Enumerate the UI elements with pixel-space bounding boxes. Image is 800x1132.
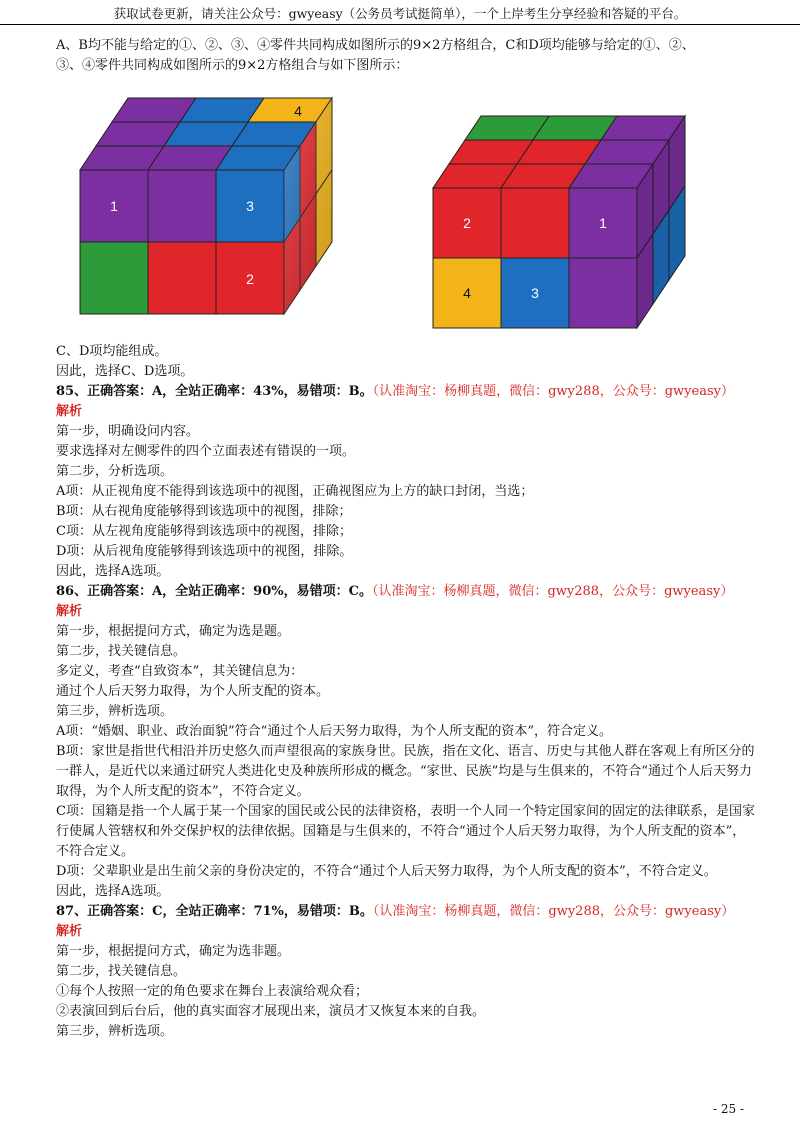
analysis-line: 要求选择对左侧零件的四个立面表述有错误的一项。	[56, 444, 356, 459]
analysis-line: 第二步，找关键信息。	[56, 644, 187, 659]
page-number: - 25 -	[712, 1102, 744, 1116]
analysis-line: 多定义，考查“自致资本”，其关键信息为：	[56, 664, 304, 679]
page-content	[56, 36, 756, 1042]
analysis-paragraph: B项：家世是指世代相沿并历史悠久而声望很高的家族身世。民族，指在文化、语言、历史与其他人群在客观上有所区分的一群人，是近代以来通过研究人类进化史及种族所形成的概念。“家世、民族”均是与生俱来的，不符合“通过个人后天努力取得，为个人所支配的资本”，不符合定义。	[56, 744, 755, 799]
analysis-heading: 解析	[56, 924, 83, 939]
figure1-label: 3	[246, 198, 254, 214]
answer-tag: （认准淘宝：杨柳真题，微信：gwy288，公众号：gwyeasy）	[372, 904, 735, 919]
analysis-line: 第三步，辨析选项。	[56, 704, 174, 719]
answer-text: 86、正确答案：A，全站正确率：90%，易错项：C。	[56, 584, 372, 599]
answer-line-85	[56, 382, 756, 402]
analysis-line: 因此，选择A选项。	[56, 884, 170, 899]
figure2-label: 4	[463, 285, 471, 301]
figure2-label: 3	[531, 285, 539, 301]
analysis-paragraph: C项：国籍是指一个人属于某一个国家的国民或公民的法律资格，表明一个人同一个特定国家间的固定的法律联系，是国家行使属人管辖权和外交保护权的法律依据。国籍是与生俱来的，不符合“通过个人后天努力取得，为个人所支配的资本”，不符合定义。	[56, 804, 755, 859]
analysis-paragraph: D项：父辈职业是出生前父亲的身份决定的，不符合“通过个人后天努力取得，为个人所支配的资本”，不符合定义。	[56, 864, 717, 879]
page-header: 获取试卷更新，请关注公众号：gwyeasy（公务员考试挺简单），一个上岸考生分享经验和答疑的平台。	[0, 6, 800, 25]
answer-text: 87、正确答案：C，全站正确率：71%，易错项：B。	[56, 904, 373, 919]
figure2-label: 1	[599, 215, 607, 231]
analysis-line: C项：从左视角度能够得到该选项中的视图，排除；	[56, 524, 352, 539]
analysis-line: 因此，选择A选项。	[56, 564, 170, 579]
answer-line-87	[56, 902, 756, 922]
analysis-line: ①每个人按照一定的角色要求在舞台上表演给观众看；	[56, 984, 369, 999]
analysis-line: 第一步，根据提问方式，确定为选是题。	[56, 624, 291, 639]
analysis-line: A项：“婚姻、职业、政治面貌”符合“通过个人后天努力取得，为个人所支配的资本”，符合定义。	[56, 724, 612, 739]
figure2-label: 2	[463, 215, 471, 231]
answer-tag: （认准淘宝：杨柳真题，微信：gwy288，公众号：gwyeasy）	[372, 384, 734, 399]
intro-line: ③、④零件共同构成如图所示的9×2方格组合与如下图所示：	[56, 58, 409, 73]
figure1-label: 2	[246, 271, 254, 287]
analysis-heading: 解析	[56, 404, 83, 419]
analysis-line: D项：从后视角度能够得到该选项中的视图，排除。	[56, 544, 353, 559]
analysis-line: 第三步，辨析选项。	[56, 1024, 174, 1039]
after-figure-line: 因此，选择C、D选项。	[56, 364, 194, 379]
analysis-line: ②表演回到后台后，他的真实面容才展现出来，演员才又恢复本来的自我。	[56, 1004, 486, 1019]
cube-figure-2	[401, 106, 711, 356]
intro-line: A、B均不能与给定的①、②、③、④零件共同构成如图所示的9×2方格组合，C和D项均能够与给定的①、②、	[56, 38, 695, 53]
after-figure-line: C、D项均能组成。	[56, 344, 168, 359]
analysis-line: B项：从右视角度能够得到该选项中的视图，排除；	[56, 504, 352, 519]
figure1-label: 4	[294, 103, 302, 119]
analysis-line: 第二步，分析选项。	[56, 464, 174, 479]
answer-line-86	[56, 582, 756, 602]
cube-figures	[56, 86, 756, 336]
figure1-label: 1	[110, 198, 118, 214]
analysis-line: 通过个人后天努力取得，为个人所支配的资本。	[56, 684, 330, 699]
answer-text: 85、正确答案：A，全站正确率：43%，易错项：B。	[56, 384, 373, 399]
analysis-line: 第一步，根据提问方式，确定为选非题。	[56, 944, 291, 959]
analysis-line: A项：从正视角度不能得到该选项中的视图，正确视图应为上方的缺口封闭，当选；	[56, 484, 534, 499]
analysis-line: 第一步，明确设问内容。	[56, 424, 200, 439]
analysis-line: 第二步，找关键信息。	[56, 964, 187, 979]
analysis-heading: 解析	[56, 604, 83, 619]
cube-figure-1	[56, 86, 386, 336]
answer-tag: （认准淘宝：杨柳真题，微信：gwy288，公众号：gwyeasy）	[371, 584, 734, 599]
